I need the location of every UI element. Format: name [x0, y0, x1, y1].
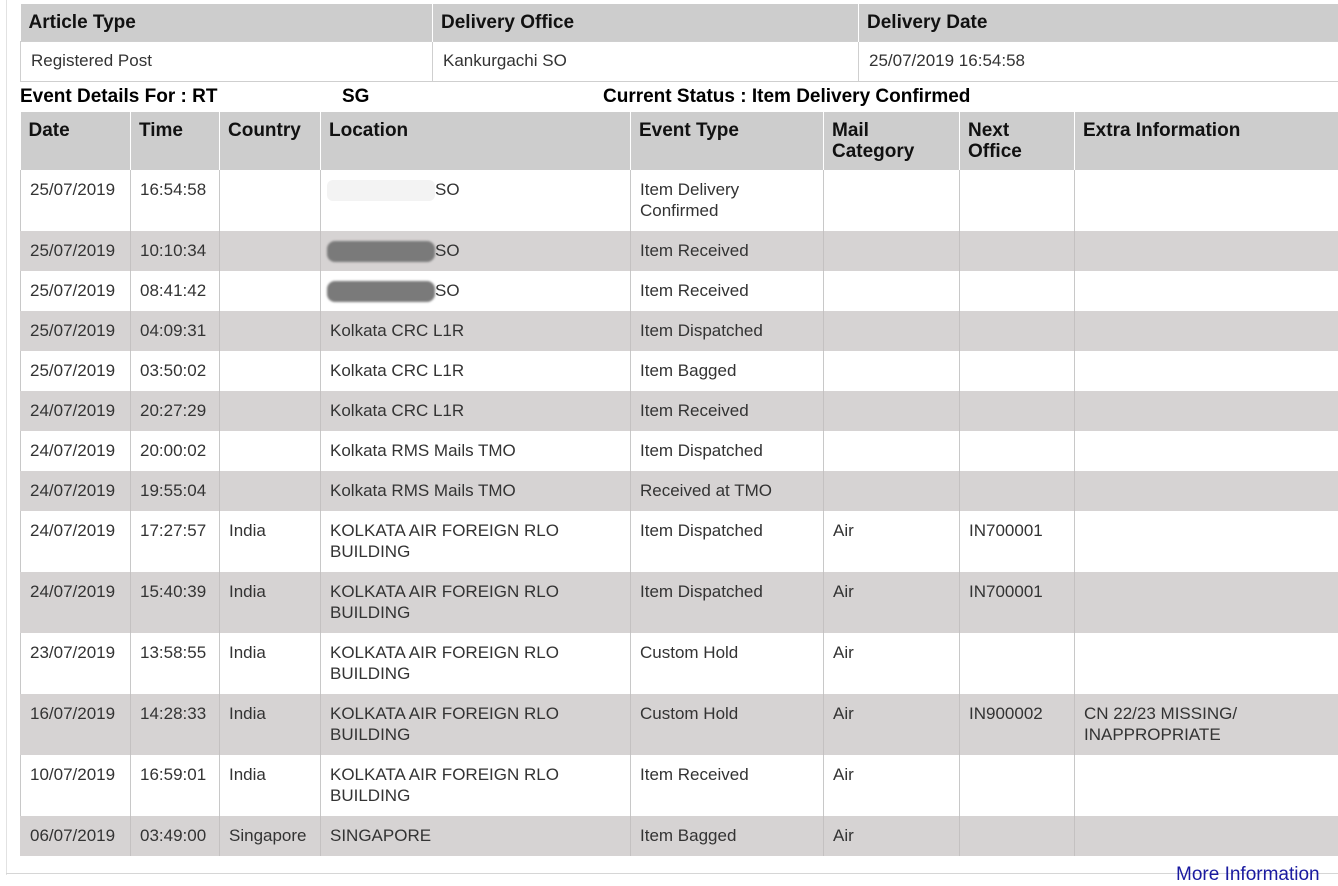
cell-country [220, 351, 321, 391]
cell-time: 16:59:01 [131, 755, 220, 816]
cell-event-type: Custom Hold [631, 694, 824, 755]
cell-extra-information [1075, 311, 1338, 351]
cell-event-type: Item Bagged [631, 816, 824, 856]
cell-event-type: Item Bagged [631, 351, 824, 391]
cell-event-type: Item Received [631, 231, 824, 271]
cell-next-office [960, 231, 1075, 271]
event-details-prefix: Event Details For : RT [20, 86, 217, 108]
cell-extra-information [1075, 755, 1338, 816]
col-country: Country [220, 112, 321, 170]
location-text: SO [435, 180, 460, 199]
cell-time: 16:54:58 [131, 170, 220, 231]
cell-next-office [960, 170, 1075, 231]
cell-location [321, 271, 631, 311]
table-row [21, 271, 1338, 311]
cell-country: Singapore [220, 816, 321, 856]
cell-time: 13:58:55 [131, 633, 220, 694]
table-row [21, 431, 1338, 471]
table-row [21, 391, 1338, 431]
col-event-type: Event Type [631, 112, 824, 170]
cell-event-type: Item Delivery Confirmed [631, 170, 824, 231]
cell-event-type: Item Dispatched [631, 572, 824, 633]
cell-location: KOLKATA AIR FOREIGN RLO BUILDING [321, 633, 631, 694]
cell-next-office [960, 391, 1075, 431]
cell-date: 24/07/2019 [21, 572, 131, 633]
cell-mail-category: Air [824, 633, 960, 694]
cell-date: 25/07/2019 [21, 231, 131, 271]
table-row [21, 231, 1338, 271]
cell-extra-information [1075, 816, 1338, 856]
cell-extra-information [1075, 391, 1338, 431]
table-row [21, 755, 1338, 816]
cell-extra-information [1075, 572, 1338, 633]
table-row [21, 351, 1338, 391]
tracking-number-redaction [268, 86, 353, 108]
table-row [21, 471, 1338, 511]
cell-location: SINGAPORE [321, 816, 631, 856]
cell-time: 03:49:00 [131, 816, 220, 856]
cell-country: India [220, 511, 321, 572]
cell-time: 04:09:31 [131, 311, 220, 351]
cell-next-office [960, 755, 1075, 816]
article-type-value: Registered Post [21, 41, 433, 81]
cell-next-office [960, 471, 1075, 511]
cell-location: Kolkata CRC L1R [321, 351, 631, 391]
cell-date: 24/07/2019 [21, 471, 131, 511]
cell-country [220, 471, 321, 511]
table-row [21, 572, 1338, 633]
cell-mail-category [824, 431, 960, 471]
col-mail-category: Mail Category [824, 112, 960, 170]
page-bottom-rule [6, 873, 1338, 874]
cell-event-type: Item Dispatched [631, 311, 824, 351]
cell-extra-information [1075, 633, 1338, 694]
cell-location [321, 231, 631, 271]
cell-event-type: Received at TMO [631, 471, 824, 511]
cell-date: 16/07/2019 [21, 694, 131, 755]
cell-mail-category [824, 471, 960, 511]
cell-next-office: IN700001 [960, 511, 1075, 572]
cell-next-office [960, 271, 1075, 311]
cell-mail-category: Air [824, 755, 960, 816]
cell-time: 08:41:42 [131, 271, 220, 311]
table-row [21, 633, 1338, 694]
cell-extra-information [1075, 271, 1338, 311]
cell-date: 23/07/2019 [21, 633, 131, 694]
cell-location: KOLKATA AIR FOREIGN RLO BUILDING [321, 572, 631, 633]
cell-mail-category [824, 311, 960, 351]
event-details-line [20, 86, 1338, 110]
cell-country [220, 431, 321, 471]
cell-next-office: IN900002 [960, 694, 1075, 755]
article-header-row [21, 4, 1338, 41]
cell-country [220, 231, 321, 271]
table-row [21, 816, 1338, 856]
page-left-rule [6, 0, 7, 875]
cell-time: 20:27:29 [131, 391, 220, 431]
cell-location: KOLKATA AIR FOREIGN RLO BUILDING [321, 755, 631, 816]
cell-next-office: IN700001 [960, 572, 1075, 633]
event-details-suffix: SG [342, 86, 369, 108]
cell-country [220, 391, 321, 431]
location-text: SO [435, 281, 460, 300]
header-delivery-office: Delivery Office [433, 4, 859, 41]
cell-country: India [220, 572, 321, 633]
location-redaction [327, 180, 435, 201]
col-next-office: Next Office [960, 112, 1075, 170]
more-information-link[interactable]: More Information [1176, 864, 1320, 886]
cell-event-type: Item Received [631, 271, 824, 311]
cell-date: 25/07/2019 [21, 351, 131, 391]
cell-time: 20:00:02 [131, 431, 220, 471]
delivery-date-value: 25/07/2019 16:54:58 [859, 41, 1338, 81]
cell-date: 10/07/2019 [21, 755, 131, 816]
cell-country [220, 170, 321, 231]
table-row [21, 311, 1338, 351]
cell-location: Kolkata RMS Mails TMO [321, 471, 631, 511]
table-row [21, 170, 1338, 231]
cell-extra-information: CN 22/23 MISSING/ INAPPROPRIATE [1075, 694, 1338, 755]
cell-next-office [960, 633, 1075, 694]
cell-mail-category [824, 271, 960, 311]
cell-location: Kolkata CRC L1R [321, 311, 631, 351]
cell-date: 25/07/2019 [21, 170, 131, 231]
cell-mail-category [824, 231, 960, 271]
cell-extra-information [1075, 431, 1338, 471]
cell-extra-information [1075, 231, 1338, 271]
cell-date: 24/07/2019 [21, 391, 131, 431]
cell-date: 25/07/2019 [21, 311, 131, 351]
cell-location: KOLKATA AIR FOREIGN RLO BUILDING [321, 511, 631, 572]
cell-time: 03:50:02 [131, 351, 220, 391]
col-location: Location [321, 112, 631, 170]
cell-mail-category: Air [824, 816, 960, 856]
cell-event-type: Item Received [631, 391, 824, 431]
cell-date: 24/07/2019 [21, 431, 131, 471]
cell-country [220, 271, 321, 311]
cell-next-office [960, 816, 1075, 856]
cell-event-type: Item Received [631, 755, 824, 816]
table-row [21, 511, 1338, 572]
cell-date: 25/07/2019 [21, 271, 131, 311]
events-table [20, 112, 1338, 856]
col-time: Time [131, 112, 220, 170]
cell-location: KOLKATA AIR FOREIGN RLO BUILDING [321, 694, 631, 755]
cell-mail-category [824, 170, 960, 231]
cell-event-type: Custom Hold [631, 633, 824, 694]
cell-mail-category: Air [824, 572, 960, 633]
cell-time: 14:28:33 [131, 694, 220, 755]
cell-event-type: Item Dispatched [631, 431, 824, 471]
cell-country: India [220, 694, 321, 755]
cell-location: Kolkata CRC L1R [321, 391, 631, 431]
cell-extra-information [1075, 511, 1338, 572]
events-header-row [21, 112, 1338, 170]
cell-mail-category [824, 351, 960, 391]
cell-extra-information [1075, 351, 1338, 391]
article-value-row [21, 41, 1338, 81]
header-article-type: Article Type [21, 4, 433, 41]
cell-time: 15:40:39 [131, 572, 220, 633]
col-extra-information: Extra Information [1075, 112, 1338, 170]
cell-mail-category: Air [824, 511, 960, 572]
header-delivery-date: Delivery Date [859, 4, 1338, 41]
cell-country: India [220, 755, 321, 816]
cell-mail-category [824, 391, 960, 431]
cell-mail-category: Air [824, 694, 960, 755]
cell-next-office [960, 311, 1075, 351]
col-date: Date [21, 112, 131, 170]
cell-location: Kolkata RMS Mails TMO [321, 431, 631, 471]
article-summary-table [20, 4, 1338, 82]
location-redaction [327, 241, 435, 262]
cell-country [220, 311, 321, 351]
location-text: SO [435, 241, 460, 260]
cell-next-office [960, 351, 1075, 391]
table-row [21, 694, 1338, 755]
cell-date: 06/07/2019 [21, 816, 131, 856]
delivery-office-value: Kankurgachi SO [433, 41, 859, 81]
cell-time: 19:55:04 [131, 471, 220, 511]
cell-country: India [220, 633, 321, 694]
cell-time: 17:27:57 [131, 511, 220, 572]
cell-date: 24/07/2019 [21, 511, 131, 572]
cell-time: 10:10:34 [131, 231, 220, 271]
cell-extra-information [1075, 471, 1338, 511]
cell-location [321, 170, 631, 231]
current-status: Current Status : Item Delivery Confirmed [603, 86, 970, 108]
cell-next-office [960, 431, 1075, 471]
location-redaction [327, 281, 435, 302]
cell-extra-information [1075, 170, 1338, 231]
cell-event-type: Item Dispatched [631, 511, 824, 572]
